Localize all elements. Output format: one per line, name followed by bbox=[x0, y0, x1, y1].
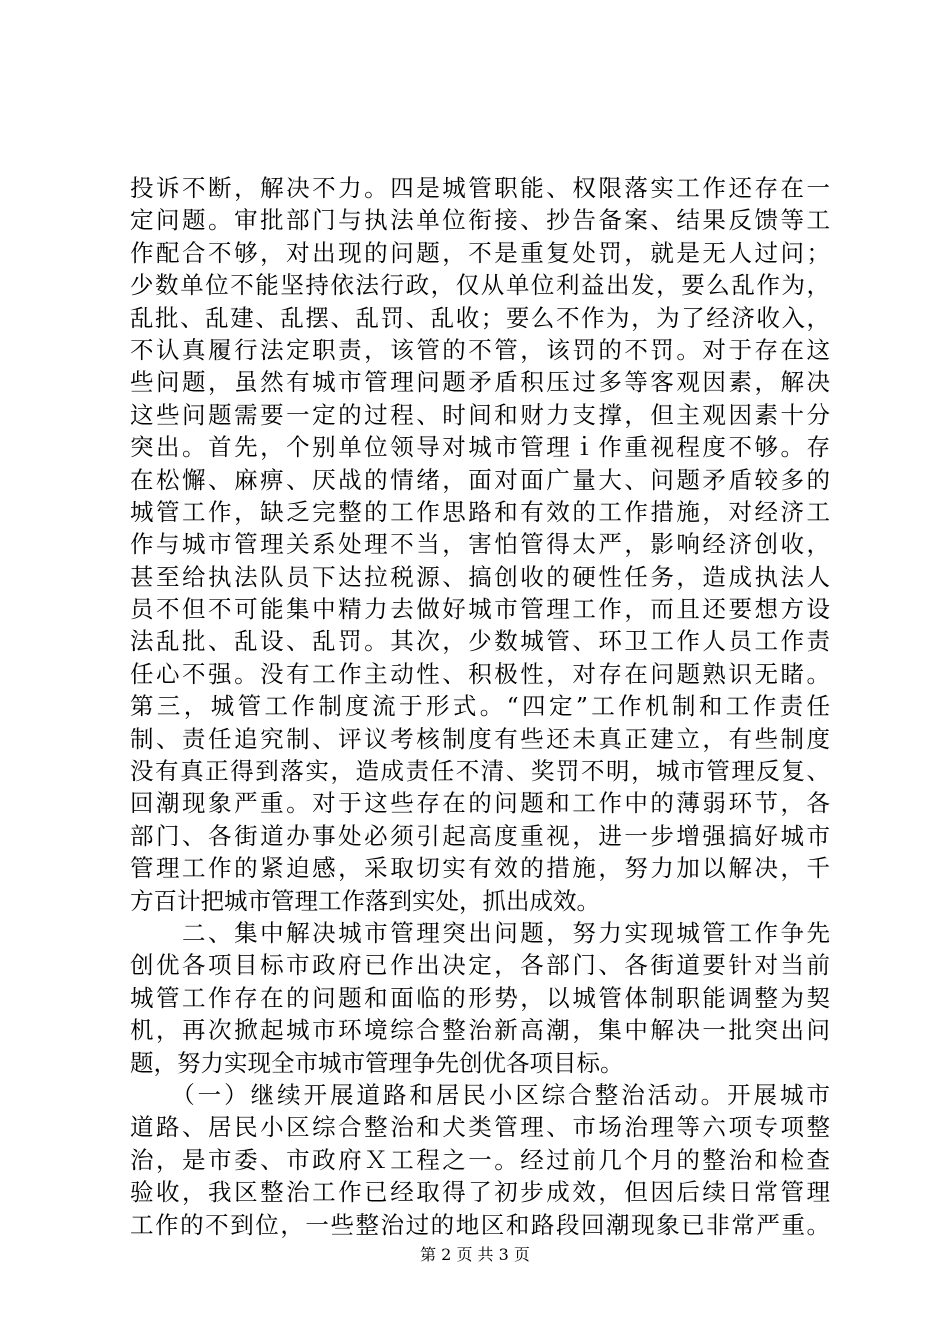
text-line: 城管工作存在的问题和面临的形势，以城管体制职能调整为契 bbox=[130, 983, 830, 1012]
page-footer: 第 2 页 共 3 页 bbox=[420, 1245, 530, 1264]
text-line: 机，再次掀起城市环境综合整治新高潮，集中解决一批突出问 bbox=[130, 1016, 830, 1045]
text-line: 员不但不可能集中精力去做好城市管理工作，而且还要想方设 bbox=[130, 595, 830, 624]
text-line: 二、集中解决城市管理突出问题，努力实现城管工作争先 bbox=[130, 918, 830, 947]
text-line: 法乱批、乱设、乱罚。其次，少数城管、环卫工作人员工作责 bbox=[130, 627, 830, 656]
text-line: 作与城市管理关系处理不当，害怕管得太严，影响经济创收， bbox=[130, 530, 830, 559]
text-line: 作配合不够，对出现的问题，不是重复处罚，就是无人过问； bbox=[130, 238, 830, 267]
text-line: 投诉不断，解决不力。四是城管职能、权限落实工作还存在一 bbox=[130, 174, 830, 202]
text-line: 城管工作，缺乏完整的工作思路和有效的工作措施，对经济工 bbox=[130, 497, 830, 526]
text-line: 制、责任追究制、评议考核制度有些还未真正建立，有些制度 bbox=[130, 724, 830, 753]
text-line: 管理工作的紧迫感，采取切实有效的措施，努力加以解决，千 bbox=[130, 854, 830, 883]
text-line: 道路、居民小区综合整治和犬类管理、市场治理等六项专项整 bbox=[130, 1113, 830, 1142]
text-line: 方百计把城市管理工作落到实处，抓出成效。 bbox=[130, 886, 600, 915]
text-line: 治，是市委、市政府Ｘ工程之一。经过前几个月的整治和检查 bbox=[130, 1145, 830, 1174]
text-line: 定问题。审批部门与执法单位衔接、抄告备案、结果反馈等工 bbox=[130, 206, 830, 235]
text-line: 验收，我区整治工作已经取得了初步成效，但因后续日常管理 bbox=[130, 1178, 830, 1207]
text-line: 少数单位不能坚持依法行政，仅从单位利益出发，要么乱作为， bbox=[130, 271, 830, 300]
document-body bbox=[130, 172, 830, 1241]
text-line: 在松懈、麻痹、厌战的情绪，面对面广量大、问题矛盾较多的 bbox=[130, 465, 830, 494]
text-line: 创优各项目标市政府已作出决定，各部门、各街道要针对当前 bbox=[130, 951, 830, 980]
text-line: 突出。首先，个别单位领导对城市管理ｉ作重视程度不够。存 bbox=[130, 433, 830, 462]
text-line: 工作的不到位，一些整治过的地区和路段回潮现象已非常严重。 bbox=[130, 1210, 830, 1239]
text-line: 没有真正得到落实，造成责任不清、奖罚不明，城市管理反复、 bbox=[130, 757, 830, 786]
text-line: 第三，城管工作制度流于形式。“四定”工作机制和工作责任 bbox=[130, 692, 830, 721]
text-line: 部门、各街道办事处必须引起高度重视，进一步增强搞好城市 bbox=[130, 821, 830, 850]
text-line: 不认真履行法定职责，该管的不管，该罚的不罚。对于存在这 bbox=[130, 335, 830, 364]
text-line: 题，努力实现全市城市管理争先创优各项目标。 bbox=[130, 1048, 624, 1077]
text-line: 这些问题需要一定的过程、时间和财力支撑，但主观因素十分 bbox=[130, 400, 830, 429]
text-line: 些问题，虽然有城市管理问题矛盾积压过多等客观因素，解决 bbox=[130, 368, 830, 397]
text-line: 甚至给执法队员下达拉税源、搞创收的硬性任务，造成执法人 bbox=[130, 562, 830, 591]
text-line: （一）继续开展道路和居民小区综合整治活动。开展城市 bbox=[130, 1080, 830, 1109]
text-line: 回潮现象严重。对于这些存在的问题和工作中的薄弱环节，各 bbox=[130, 789, 830, 818]
text-line: 乱批、乱建、乱摆、乱罚、乱收；要么不作为，为了经济收入， bbox=[130, 303, 830, 332]
text-line: 任心不强。没有工作主动性、积极性，对存在问题熟识无睹。 bbox=[130, 659, 830, 688]
